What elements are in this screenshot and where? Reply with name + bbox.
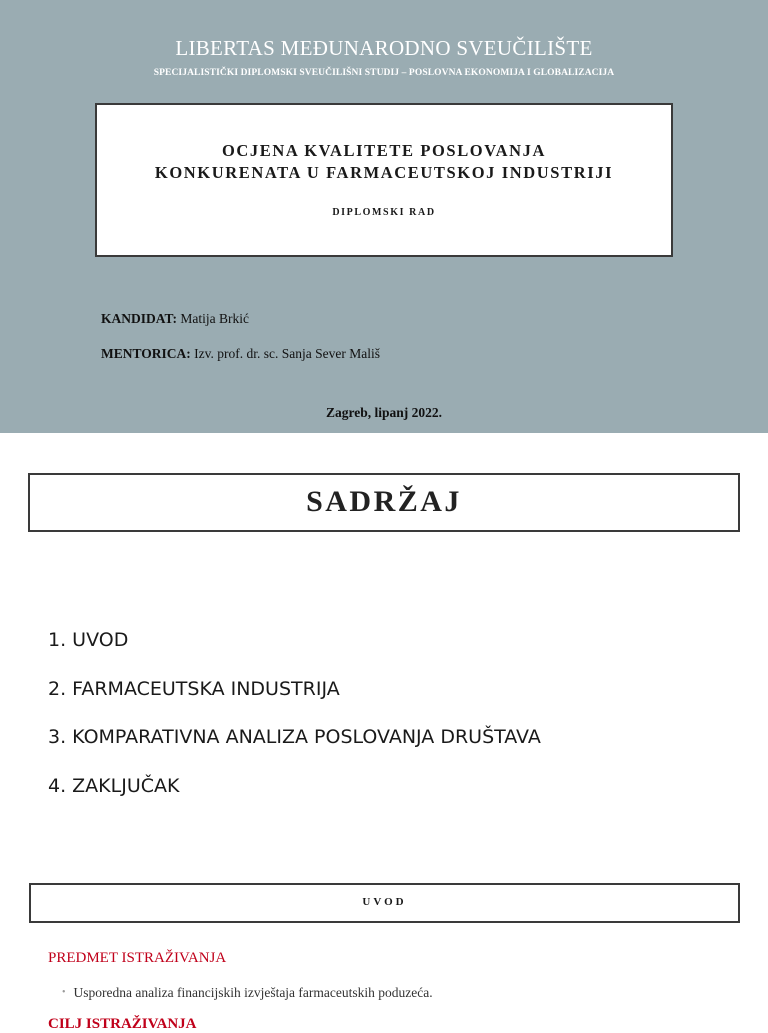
candidate-line <box>101 311 249 327</box>
candidate-name: Matija Brkić <box>180 311 249 326</box>
contents-item: 1. UVOD <box>48 629 129 651</box>
thesis-type: DIPLOMSKI RAD <box>332 207 436 218</box>
contents-item: 3. KOMPARATIVNA ANALIZA POSLOVANJA DRUŠTAVA <box>48 726 541 748</box>
section-heading: UVOD <box>362 896 407 908</box>
contents-item: 2. FARMACEUTSKA INDUSTRIJA <box>48 677 340 700</box>
thesis-title <box>97 140 671 184</box>
thesis-title-box <box>95 103 673 257</box>
contents-heading: SADRŽAJ <box>306 485 462 518</box>
mentor-label: MENTORICA: <box>101 346 191 361</box>
section-heading-box <box>29 883 740 923</box>
thesis-title-line-2: KONKURENATA U FARMACEUTSKOJ INDUSTRIJI <box>154 163 614 182</box>
bullet-text: Usporedna analiza financijskih izvještaja farmaceutskih poduzeća. <box>73 985 433 1000</box>
candidate-label: KANDIDAT: <box>101 311 177 326</box>
bullet-item <box>62 985 433 1001</box>
bullet-dot-icon: • <box>62 987 66 998</box>
contents-heading-box <box>28 473 740 532</box>
contents-list <box>48 625 541 819</box>
study-program: SPECIJALISTIČKI DIPLOMSKI SVEUČILIŠNI STUDIJ – POSLOVNA EKONOMIJA I GLOBALIZACIJA <box>153 68 615 78</box>
research-goal-heading: CILJ ISTRAŽIVANJA <box>48 1016 197 1032</box>
mentor-line <box>101 346 380 362</box>
contents-item: 4. ZAKLJUČAK <box>48 774 180 797</box>
research-subject-heading: PREDMET ISTRAŽIVANJA <box>48 950 227 966</box>
place-date: Zagreb, lipanj 2022. <box>325 405 442 420</box>
mentor-name: Izv. prof. dr. sc. Sanja Sever Mališ <box>194 346 380 361</box>
thesis-title-line-1: OCJENA KVALITETE POSLOVANJA <box>221 141 547 160</box>
university-name: LIBERTAS MEĐUNARODNO SVEUČILIŠTE <box>175 36 593 60</box>
title-slide <box>0 0 768 433</box>
